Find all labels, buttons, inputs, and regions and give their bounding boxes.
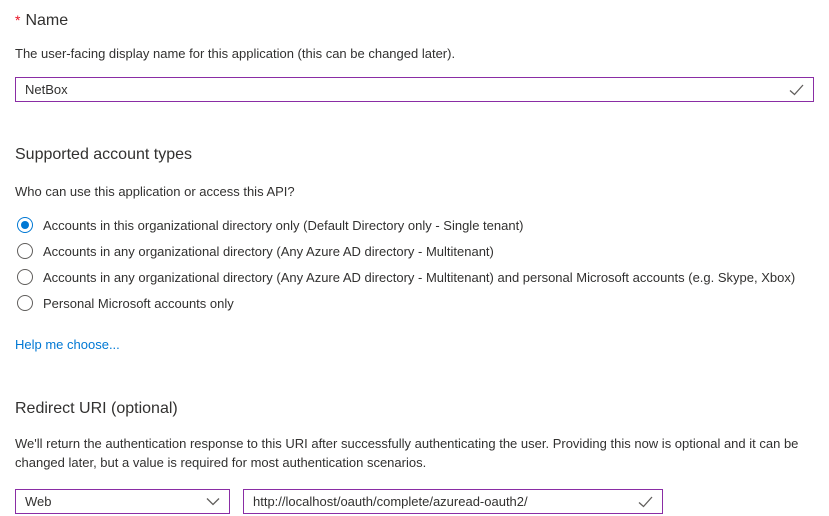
account-types-question: Who can use this application or access this API?	[15, 184, 295, 199]
name-section-title	[15, 10, 814, 31]
redirect-uri-title: Redirect URI (optional)	[15, 400, 178, 417]
radio-option-multitenant[interactable]	[15, 238, 814, 264]
supported-account-types-section	[15, 145, 814, 354]
radio-option-multitenant-personal[interactable]	[15, 264, 814, 290]
redirect-uri-description: We'll return the authentication response to this URI after successfully authenticating the user. Providing this now is optional and it can be changed later, but a value is required for most authentication scenarios.	[15, 436, 799, 470]
radio-button-icon	[17, 295, 33, 311]
radio-option-label: Accounts in this organizational directory only (Default Directory only - Single tenant)	[43, 217, 524, 233]
radio-option-single-tenant[interactable]	[15, 212, 814, 238]
redirect-uri-field-wrapper	[243, 489, 663, 514]
required-asterisk: *	[15, 12, 21, 28]
name-input[interactable]	[25, 82, 781, 97]
name-field-wrapper	[15, 77, 814, 102]
chevron-down-icon	[206, 497, 220, 506]
name-description: The user-facing display name for this application (this can be changed later).	[15, 46, 456, 61]
redirect-uri-section	[15, 399, 814, 514]
valid-checkmark-icon	[638, 496, 653, 508]
help-me-choose-link[interactable]: Help me choose...	[15, 337, 120, 352]
radio-button-icon	[17, 269, 33, 285]
redirect-uri-row	[15, 489, 814, 514]
name-title-text: Name	[25, 12, 69, 29]
radio-option-label: Accounts in any organizational directory (Any Azure AD directory - Multitenant)	[43, 243, 494, 259]
radio-button-icon	[17, 217, 33, 233]
radio-option-label: Personal Microsoft accounts only	[43, 295, 234, 311]
valid-checkmark-icon	[789, 84, 804, 96]
radio-option-personal-only[interactable]	[15, 290, 814, 316]
account-types-radio-group	[15, 212, 814, 316]
platform-select[interactable]	[15, 489, 230, 514]
radio-option-label: Accounts in any organizational directory (Any Azure AD directory - Multitenant) and personal Microsoft accounts (e.g. Skype, Xbox)	[43, 269, 796, 285]
account-types-title: Supported account types	[15, 146, 193, 163]
name-section	[15, 10, 814, 102]
radio-button-icon	[17, 243, 33, 259]
redirect-uri-input[interactable]	[253, 494, 630, 509]
platform-select-value: Web	[25, 494, 52, 509]
